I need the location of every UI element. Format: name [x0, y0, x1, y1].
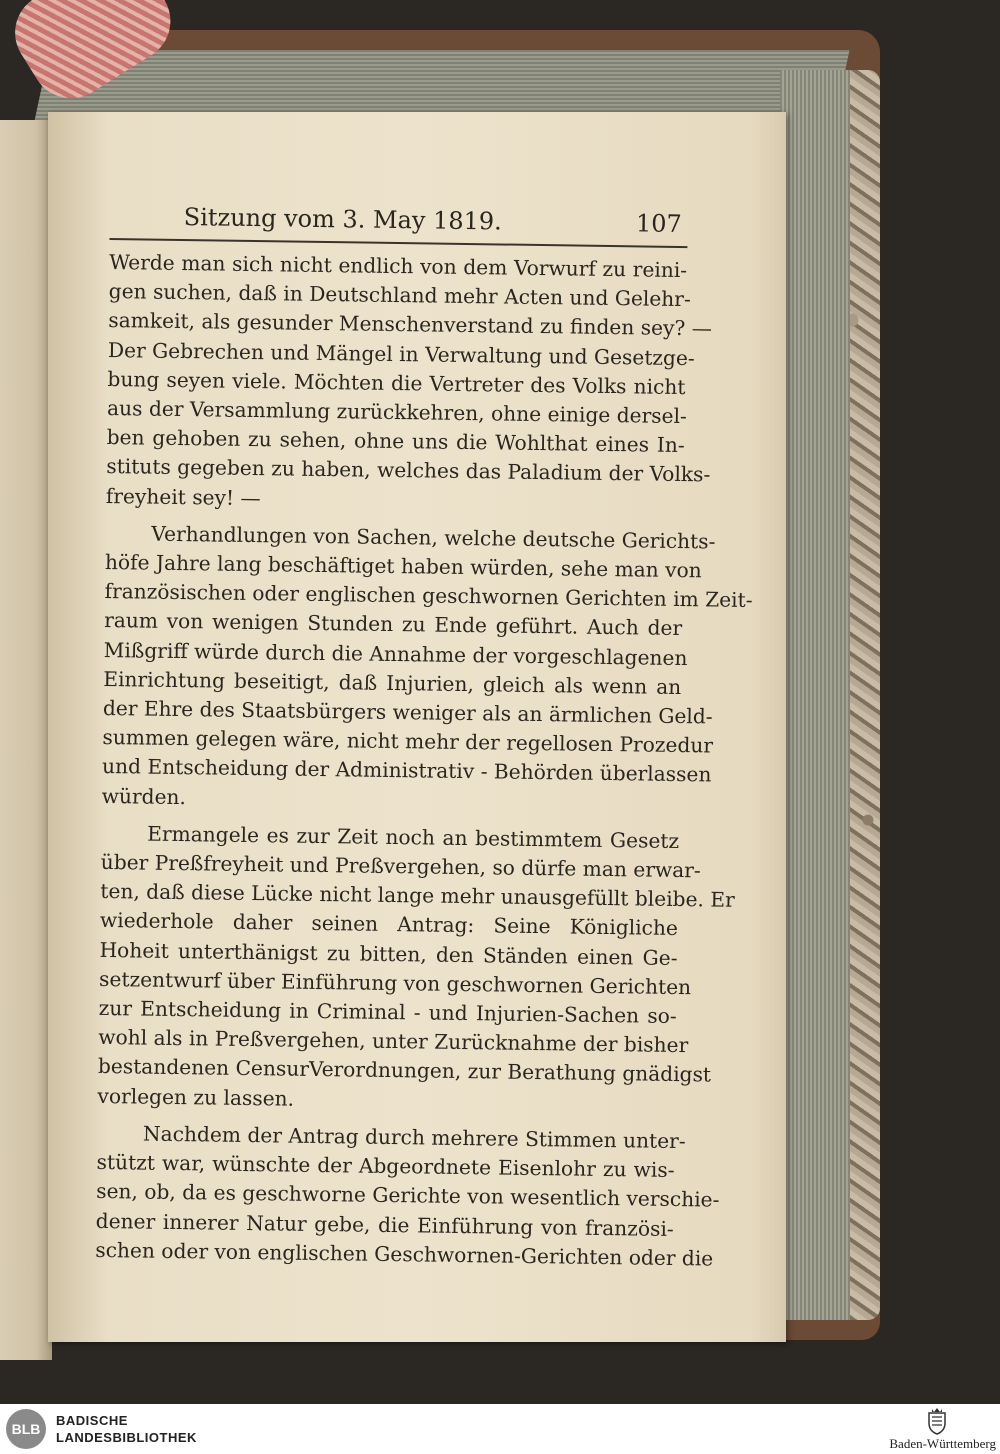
library-name-line1: BADISCHE [56, 1413, 128, 1428]
text-line: raum von wenigen Stunden zu Ende geführt. Auch der [103, 608, 683, 641]
text-line: vorlegen zu lassen. [97, 1083, 295, 1111]
text-line: bestandenen CensurVerordnungen, zur Berathung gnädigst [97, 1054, 712, 1087]
page-number: 107 [635, 209, 682, 238]
body-text [95, 248, 753, 1273]
text-line: Der Gebrechen und Mängel in Verwaltung und Gesetzge- [107, 337, 695, 370]
running-head: Sitzung vom 3. May 1819. [183, 203, 502, 236]
text-line: summen gelegen wäre, nicht mehr der regellosen Prozedur [102, 725, 714, 758]
page-header [109, 202, 687, 248]
text-line: Hoheit unterthänigst zu bitten, den Ständen einen Ge- [99, 937, 678, 970]
text-line: sen, ob, da es geschworne Gerichte von wesentlich verschie- [96, 1179, 720, 1212]
text-line: würden. [101, 783, 187, 809]
right-page [48, 112, 786, 1342]
text-line: über Preßfreyheit und Preßvergehen, so dürfe man erwar- [100, 849, 701, 883]
text-line: wiederhole daher seinen Antrag: Seine Königliche [99, 908, 679, 941]
footer-bar [0, 1404, 1000, 1454]
text-line: freyheit sey! — [105, 483, 261, 510]
paragraph [95, 1119, 720, 1273]
state-name[interactable]: Baden-Württemberg [889, 1436, 996, 1451]
text-line: bung seyen viele. Möchten die Vertreter des Volks nicht [107, 366, 686, 399]
text-line: ten, daß diese Lücke nicht lange mehr unausgefüllt bleibe. Er [100, 879, 735, 913]
paragraph [97, 819, 735, 1119]
text-line: Einrichtung beseitigt, daß Injurien, gleich als wenn an [103, 666, 682, 699]
text-line: und Entscheidung der Administrativ - Behörden überlassen [101, 754, 712, 787]
paragraph [101, 519, 753, 819]
text-line: der Ehre des Staatsbürgers weniger als an ärmlichen Geld- [102, 695, 713, 729]
text-line: zur Entscheidung in Criminal - und Injurien-Sachen so- [98, 996, 677, 1029]
text-line: setzentwurf über Einführung von geschwornen Gerichten [98, 966, 692, 1000]
library-name-line2: LANDESBIBLIOTHEK [56, 1430, 197, 1445]
text-line: Verhandlungen von Sachen, welche deutsche Gerichts- [151, 521, 716, 554]
text-line: stituts gegeben zu haben, welches das Paladium der Volks- [106, 454, 711, 487]
text-line: höfe Jahre lang beschäftiget haben würden, sehe man von [104, 549, 702, 583]
text-line: Nachdem der Antrag durch mehrere Stimmen unter- [142, 1121, 686, 1154]
text-line: Mißgriff würde durch die Annahme der vorgeschlagenen [103, 637, 688, 670]
text-line: Ermangele es zur Zeit noch an bestimmtem Gesetz [147, 821, 680, 853]
text-line: Werde man sich nicht endlich von dem Vorwurf zu reini- [108, 249, 688, 283]
coat-of-arms-icon [926, 1407, 948, 1435]
library-name[interactable] [56, 1412, 197, 1446]
blb-logo[interactable]: BLB [6, 1409, 46, 1449]
text-line: wohl als in Preßvergehen, unter Zurücknahme der bisher [98, 1025, 689, 1058]
text-line: gen suchen, daß in Deutschland mehr Acten und Gelehr- [108, 279, 691, 312]
text-line: ben gehoben zu sehen, ohne uns die Wohlthat eines In- [106, 425, 685, 458]
page-edges-right [780, 70, 850, 1320]
left-page-sliver [0, 120, 52, 1360]
text-line: stützt war, wünschte der Abgeordnete Eisenlohr zu wis- [96, 1150, 675, 1183]
page-content [95, 202, 753, 1273]
text-line: aus der Versammlung zurückkehren, ohne einige dersel- [106, 395, 688, 429]
paragraph [105, 248, 713, 519]
text-line: samkeit, als gesunder Menschenverstand zu finden sey? — [108, 308, 713, 341]
text-line: dener innerer Natur gebe, die Einführung von französi- [95, 1208, 674, 1241]
text-line: französischen oder englischen geschwornen Gerichten im Zeit- [104, 579, 753, 613]
text-line: schen oder von englischen Geschwornen-Gerichten oder die [95, 1237, 714, 1271]
